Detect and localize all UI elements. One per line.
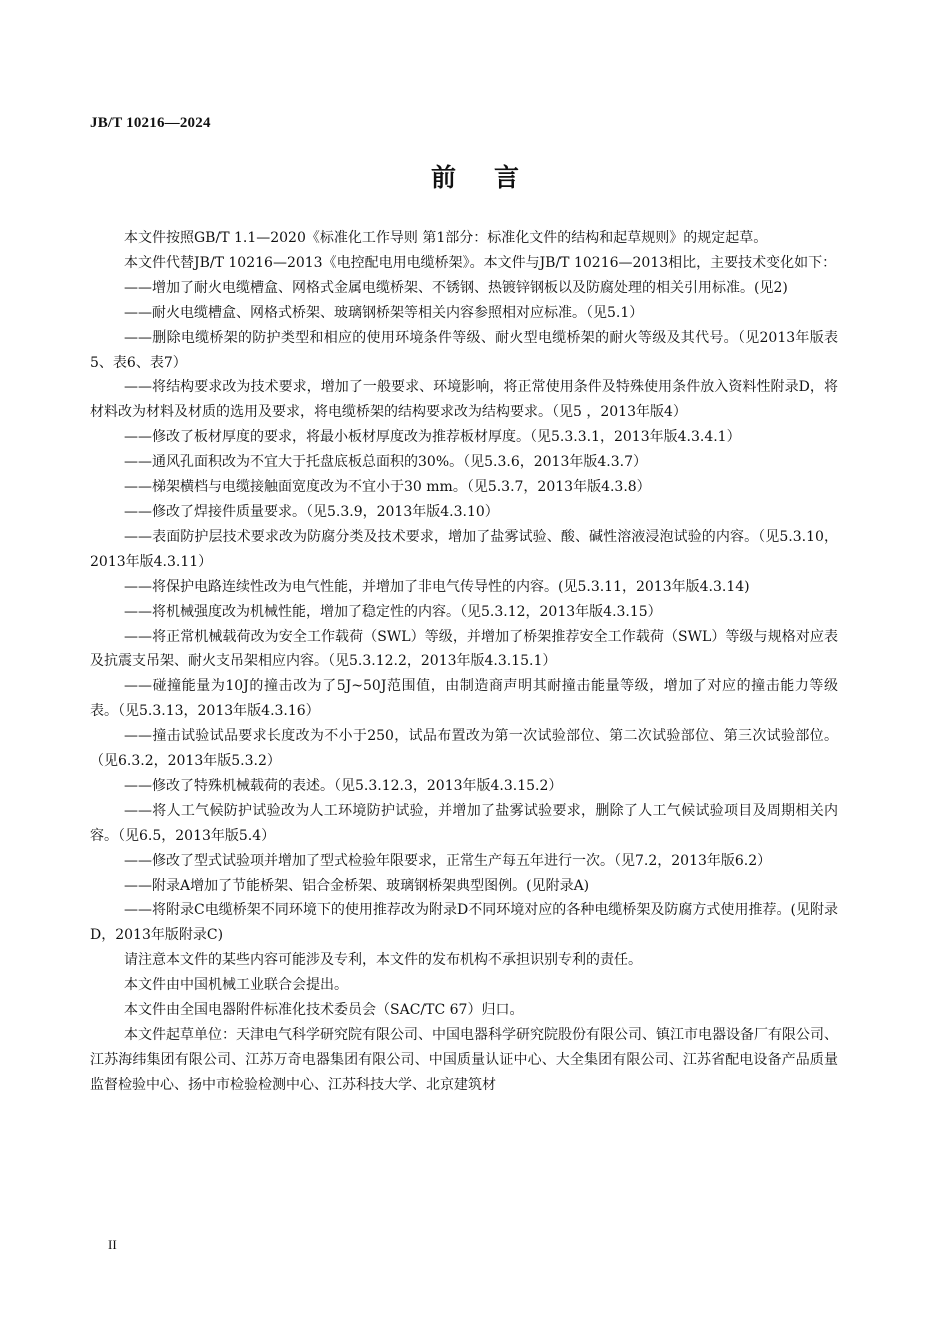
paragraph: 本文件起草单位：天津电气科学研究院有限公司、中国电器科学研究院股份有限公司、镇江市电器设备厂有限公司、江苏海纬集团有限公司、江苏万奇电器集团有限公司、中国质量认证中心、大全集团有限公司、江苏省配电设备产品质量监督检验中心、扬中市检验检测中心、江苏科技大学、北京建筑材 [90,1027,838,1093]
paragraph: ——将人工气候防护试验改为人工环境防护试验，并增加了盐雾试验要求，删除了人工气候试验项目及周期相关内容。（见6.5，2013年版5.4） [90,802,838,844]
paragraph: ——修改了型式试验项并增加了型式检验年限要求，正常生产每五年进行一次。（见7.2，2013年版6.2） [124,852,772,869]
paragraph: ——表面防护层技术要求改为防腐分类及技术要求，增加了盐雾试验、酸、碱性溶液浸泡试验的内容。（见5.3.10，2013年版4.3.11） [90,528,838,570]
paragraph: 本文件按照GB/T 1.1—2020《标准化工作导则 第1部分：标准化文件的结构和起草规则》的规定起草。 [124,230,768,246]
paragraph: ——碰撞能量为10J的撞击改为了5J~50J范围值，由制造商声明其耐撞击能量等级，增加了对应的撞击能力等级表。（见5.3.13，2013年版4.3.16） [90,678,838,720]
paragraph: 本文件代替JB/T 10216—2013《电控配电用电缆桥架》。本文件与JB/T 10216—2013相比，主要技术变化如下： [124,254,837,271]
paragraph: ——将保护电路连续性改为电气性能，并增加了非电气传导性的内容。(见5.3.11，2013年版4.3.14) [124,578,750,595]
paragraph: ——将附录C电缆桥架不同环境下的使用推荐改为附录D不同环境对应的各种电缆桥架及防腐方式使用推荐。(见附录D，2013年版附录C) [90,902,838,944]
paragraph: ——修改了焊接件质量要求。（见5.3.9，2013年版4.3.10） [124,503,499,520]
paragraph: ——修改了板材厚度的要求，将最小板材厚度改为推荐板材厚度。（见5.3.3.1，2013年版4.3.4.1） [124,429,741,446]
paragraph: 本文件由全国电器附件标准化技术委员会（SAC/TC 67）归口。 [124,1002,524,1019]
paragraph: 请注意本文件的某些内容可能涉及专利，本文件的发布机构不承担识别专利的责任。 [124,952,642,969]
paragraph: ——将结构要求改为技术要求，增加了一般要求、环境影响，将正常使用条件及特殊使用条件放入资料性附录D，将材料改为材料及材质的选用及要求，将电缆桥架的结构要求改为结构要求。（见5 ，2013年版4） [90,379,838,421]
paragraph: ——耐火电缆槽盒、网格式桥架、玻璃钢桥架等相关内容参照相对应标准。（见5.1） [124,304,644,321]
paragraph: ——撞击试验试品要求长度改为不小于250，试品布置改为第一次试验部位、第二次试验部位、第三次试验部位。（见6.3.2，2013年版5.3.2） [90,728,838,770]
paragraph: ——删除电缆桥架的防护类型和相应的使用环境条件等级、耐火型电缆桥架的耐火等级及其代号。（见2013年版表5、表6、表7） [90,329,838,371]
page-number: II [108,1237,117,1252]
paragraph: ——通风孔面积改为不宜大于托盘底板总面积的30%。（见5.3.6，2013年版4.3.7） [124,454,647,471]
paragraph: ——将正常机械载荷改为安全工作载荷（SWL）等级，并增加了桥架推荐安全工作载荷（SWL）等级与规格对应表及抗震支吊架、耐火支吊架相应内容。（见5.3.12.2，2013年版4.3.15.1） [90,628,838,670]
paragraph: ——增加了耐火电缆槽盒、网格式金属电缆桥架、不锈钢、热镀锌钢板以及防腐处理的相关引用标准。(见2) [124,279,788,296]
paragraph: 本文件由中国机械工业联合会提出。 [124,977,348,994]
paragraph: ——将机械强度改为机械性能，增加了稳定性的内容。（见5.3.12，2013年版4.3.15） [124,603,662,620]
paragraph: ——修改了特殊机械载荷的表述。（见5.3.12.3，2013年版4.3.15.2） [124,777,563,794]
document-number: JB/T 10216—2024 [90,115,211,131]
paragraph: ——梯架横档与电缆接触面宽度改为不宜小于30 mm。（见5.3.7，2013年版4.3.8） [124,479,651,496]
foreword-body [90,226,838,1098]
paragraph: ——附录A增加了节能桥架、铝合金桥架、玻璃钢桥架典型图例。(见附录A) [124,877,590,894]
page-title: 前言 [430,163,557,192]
